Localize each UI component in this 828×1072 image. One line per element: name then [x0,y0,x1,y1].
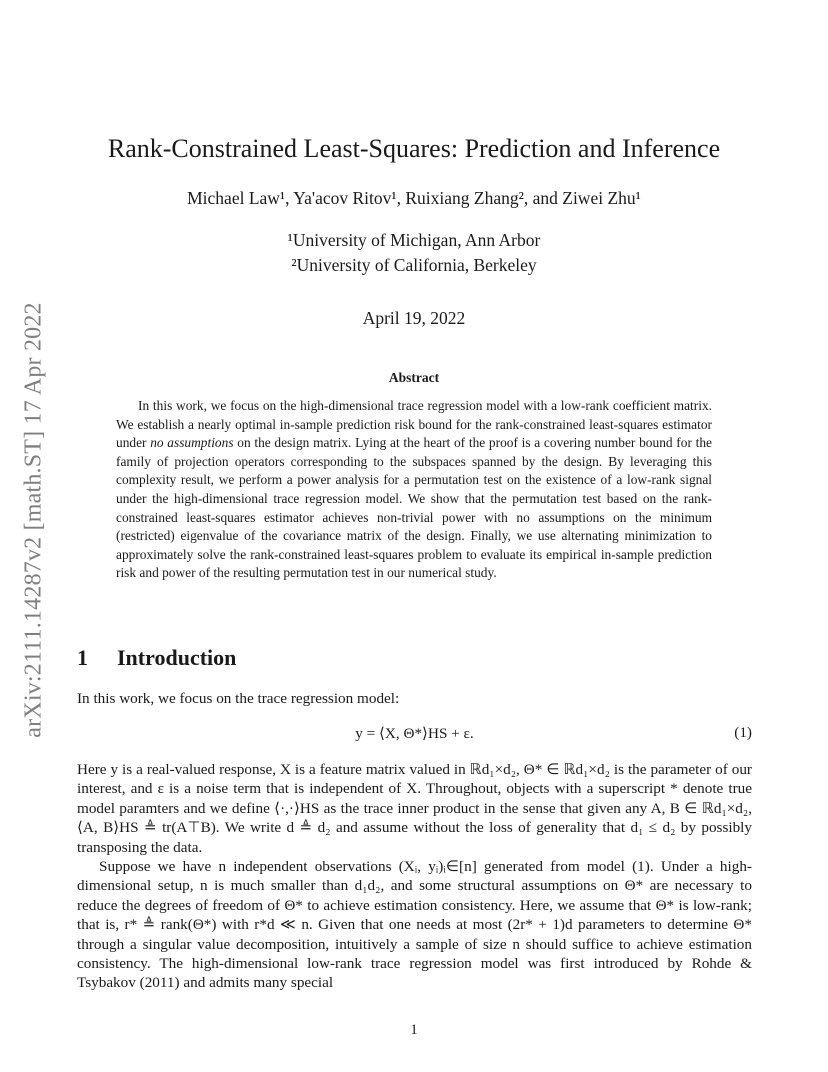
page-number: 1 [410,1022,418,1038]
section-title: Introduction [117,645,237,670]
abstract-heading: Abstract [388,370,440,385]
abstract-text-2: on the design matrix. Lying at the heart of the proof is a covering number bound for the family of projection operators corresponding to the subspaces spanned by the design. By leveraging this complexity result, we perform a power analysis for a permutation test on the existence of a low-rank signal under the high-dimensional trace regression model. We show that the permutation test based on the rank-constrained least-squares estimator achieves non-trivial power with no assumptions on the minimum (restricted) eigenvalue of the covariance matrix of the design. Finally, we use alternating minimization to approximately solve the rank-constrained least-squares problem to evaluate its empirical in-sample prediction risk and power of the resulting permutation test in our numerical study. [116,435,712,581]
affiliation-2: ²University of California, Berkeley [291,255,537,275]
section-number: 1 [77,645,88,670]
intro-body [77,760,752,993]
affiliation-1: ¹University of Michigan, Ann Arbor [287,230,541,250]
equation-number: (1) [734,724,752,741]
paper-date: April 19, 2022 [362,308,466,328]
section-heading [77,645,236,671]
paragraph-2: Suppose we have n independent observations (Xᵢ, yᵢ)ᵢ∈[n] generated from model (1). Under a high-dimensional setup, n is much smaller than d₁d₂, and some structural assumptions on Θ* are necessary to reduce the degrees of freedom of Θ* to achieve estimation consistency. Here, we assume that Θ* is low-rank; that is, r* ≜ rank(Θ*) with r*d ≪ n. Given that one needs at most (2r* + 1)d parameters to determine Θ* through a singular value decomposition, intuitively a sample of size n should suffice to achieve estimation consistency. The high-dimensional low-rank trace regression model was first introduced by Rohde & Tsybakov (2011) and admits many special [77,858,752,992]
abstract-body [116,397,712,583]
author-list: Michael Law¹, Ya'acov Ritov¹, Ruixiang Zhang², and Ziwei Zhu¹ [187,188,641,208]
paragraph-1: Here y is a real-valued response, X is a feature matrix valued in ℝd₁×d₂, Θ* ∈ ℝd₁×d₂ is the parameter of our interest, and ε is a noise term that is independent of X. Throughout, objects with a superscript * denote true model paramters and we define ⟨·,·⟩HS as the trace inner product in the sense that given any A, B ∈ ℝd₁×d₂, ⟨A, B⟩HS ≜ tr(A⊤B). We write d ≜ d₂ and assume without the loss of generality that d₁ ≤ d₂ by possibly transposing the data. [77,761,752,856]
equation-body: y = ⟨X, Θ*⟩HS + ε. [355,725,474,742]
intro-line: In this work, we focus on the trace regression model: [77,690,400,707]
equation-1 [77,724,752,744]
abstract-emphasis: no assumptions [150,435,234,451]
arxiv-identifier-stamp: arXiv:2111.14287v2 [math.ST] 17 Apr 2022 [20,302,47,738]
paper-title: Rank-Constrained Least-Squares: Prediction and Inference [107,134,721,163]
intro-sentence [77,689,752,708]
abstract-text-1: In this work, we focus on the high-dimensional trace regression model with a low-rank coefficient matrix. We establish a nearly optimal in-sample prediction risk bound for the rank-constrained least-squares estimator under [116,398,712,451]
